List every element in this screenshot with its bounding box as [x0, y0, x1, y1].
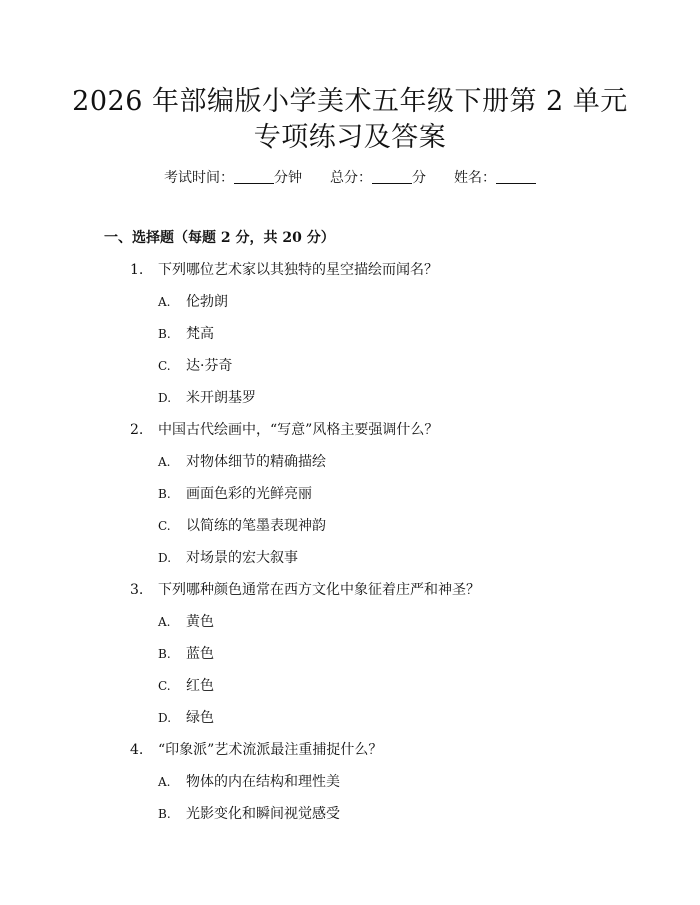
option-text: 梵高: [186, 326, 214, 342]
option-1b: [158, 324, 214, 344]
question-number: 4.: [130, 742, 144, 758]
option-letter: D.: [158, 391, 172, 405]
page-title-line2: 专项练习及答案: [253, 122, 447, 153]
option-letter: D.: [158, 711, 172, 725]
option-letter: C.: [158, 519, 171, 533]
question-1: [130, 260, 438, 280]
name-blank: [496, 169, 536, 184]
question-number: 2.: [130, 422, 144, 438]
question-text: 下列哪种颜色通常在西方文化中象征着庄严和神圣？: [158, 582, 480, 598]
option-4b: [158, 804, 340, 824]
option-text: 蓝色: [186, 646, 214, 662]
option-2b: [158, 484, 312, 504]
option-1d: [158, 388, 256, 408]
option-text: 以简练的笔墨表现神韵: [186, 518, 326, 534]
option-letter: D.: [158, 551, 172, 565]
option-2d: [158, 548, 298, 568]
question-4: [130, 740, 382, 760]
option-1c: [158, 356, 232, 376]
option-letter: A.: [158, 455, 171, 469]
total-score-field: [330, 168, 426, 188]
option-text: 绿色: [186, 710, 214, 726]
option-3d: [158, 708, 214, 728]
exam-time-label: 考试时间：: [164, 170, 234, 186]
option-text: 对场景的宏大叙事: [186, 550, 298, 566]
page-title-line1: 2026 年部编版小学美术五年级下册第 2 单元: [72, 86, 628, 117]
question-number: 3.: [130, 582, 144, 598]
option-letter: A.: [158, 775, 171, 789]
option-text: 物体的内在结构和理性美: [186, 774, 340, 790]
exam-time-blank: [234, 169, 274, 184]
total-score-unit: 分: [412, 170, 426, 186]
option-letter: A.: [158, 615, 171, 629]
option-3b: [158, 644, 214, 664]
total-score-label: 总分：: [330, 170, 372, 186]
option-text: 伦勃朗: [186, 294, 228, 310]
option-text: 黄色: [186, 614, 214, 630]
option-3a: [158, 612, 214, 632]
option-3c: [158, 676, 214, 696]
option-letter: C.: [158, 359, 171, 373]
question-2: [130, 420, 438, 440]
total-score-blank: [372, 169, 412, 184]
option-letter: B.: [158, 647, 171, 661]
name-label: 姓名：: [454, 170, 496, 186]
question-text: 下列哪位艺术家以其独特的星空描绘而闻名？: [158, 262, 438, 278]
exam-time-unit: 分钟: [274, 170, 302, 186]
option-1a: [158, 292, 228, 312]
question-text: “印象派”艺术流派最注重捕捉什么？: [158, 742, 383, 758]
name-field: [454, 168, 536, 188]
option-2c: [158, 516, 326, 536]
option-text: 米开朗基罗: [186, 390, 256, 406]
option-letter: B.: [158, 807, 171, 821]
exam-time-field: [164, 168, 302, 188]
section-heading: 一、选择题（每题 2 分，共 20 分）: [104, 230, 335, 246]
option-text: 红色: [186, 678, 214, 694]
question-text: 中国古代绘画中，“写意”风格主要强调什么？: [158, 422, 439, 438]
question-number: 1.: [130, 262, 144, 278]
option-4a: [158, 772, 340, 792]
option-text: 画面色彩的光鲜亮丽: [186, 486, 312, 502]
question-3: [130, 580, 480, 600]
option-letter: B.: [158, 487, 171, 501]
option-text: 光影变化和瞬间视觉感受: [186, 806, 340, 822]
option-letter: C.: [158, 679, 171, 693]
option-text: 对物体细节的精确描绘: [186, 454, 326, 470]
option-letter: A.: [158, 295, 171, 309]
option-2a: [158, 452, 326, 472]
option-letter: B.: [158, 327, 171, 341]
option-text: 达·芬奇: [186, 358, 233, 374]
